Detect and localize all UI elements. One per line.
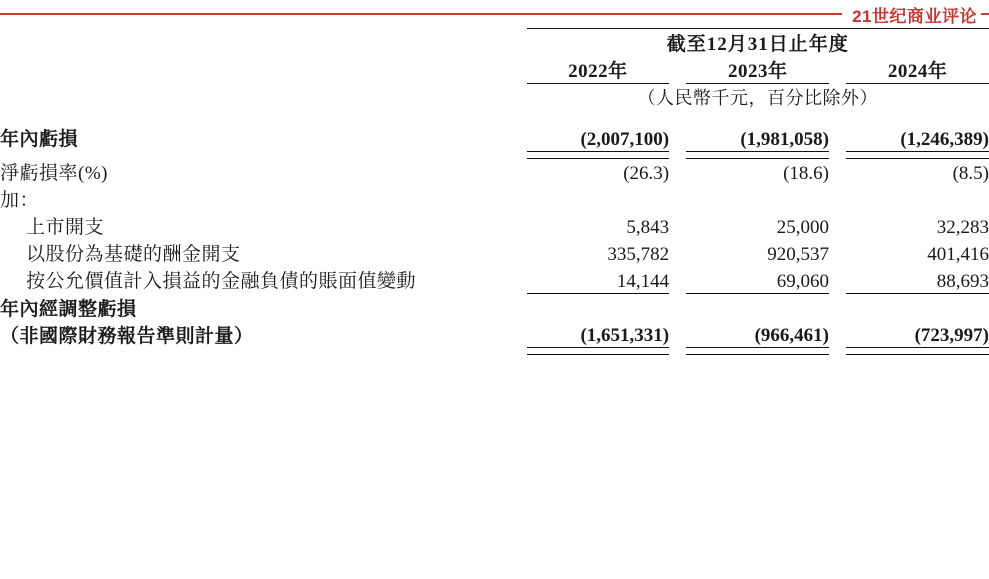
empty-cell — [527, 294, 670, 321]
cell-fvtpl-change-2023: 69,060 — [776, 270, 830, 292]
spacer-row — [0, 110, 989, 124]
empty-cell — [846, 294, 989, 321]
cell-fvtpl-change-2022: 14,144 — [616, 270, 670, 292]
empty-cell — [669, 56, 686, 84]
unit-note-label: （人民幣千元，百分比除外） — [637, 88, 879, 108]
total-double-rule-2023 — [686, 348, 829, 355]
cell-loss-for-year-2022: (2,007,100) — [580, 128, 670, 150]
double-rule-row — [0, 151, 989, 158]
year-header-2023: 2023年 — [686, 56, 829, 84]
cell-listing-expenses-2023: 25,000 — [776, 217, 830, 238]
cell-share-based-comp-2024: 401,416 — [927, 244, 989, 265]
empty-cell — [829, 185, 846, 212]
row-label-share-based-comp: 以股份為基礎的酬金開支 — [26, 244, 241, 265]
empty-cell — [829, 124, 846, 151]
empty-cell — [669, 239, 686, 266]
financial-table-container — [0, 28, 989, 355]
double-rule-2022 — [527, 151, 670, 158]
empty-cell — [829, 151, 846, 158]
cell-adjusted-loss-2022: (1,651,331) — [580, 325, 670, 346]
table-row — [0, 124, 989, 151]
empty-cell — [669, 294, 686, 321]
empty-cell — [669, 185, 686, 212]
empty-cell — [829, 239, 846, 266]
cell-share-based-comp-2022: 335,782 — [607, 244, 670, 265]
brand-logo: 21世纪商业评论 — [842, 2, 981, 27]
empty-cell — [686, 294, 829, 321]
empty-cell — [669, 151, 686, 158]
cell-add-2023 — [686, 185, 829, 212]
cell-add-2022 — [527, 185, 670, 212]
table-year-header-row — [0, 56, 989, 84]
row-label-add: 加： — [0, 190, 40, 211]
row-label-adjusted-loss-line2: （非國際財務報告準則計量） — [0, 325, 254, 347]
double-rule-row — [0, 348, 989, 355]
empty-cell — [829, 212, 846, 239]
adjusted-loss-table — [0, 28, 989, 355]
empty-cell — [829, 56, 846, 84]
table-row — [0, 212, 989, 239]
cell-listing-expenses-2024: 32,283 — [936, 217, 989, 238]
cell-net-loss-margin-2022: (26.3) — [623, 163, 670, 184]
empty-cell — [669, 321, 686, 348]
year-header-2022: 2022年 — [527, 56, 670, 84]
empty-cell — [829, 158, 846, 185]
cell-adjusted-loss-2024: (723,997) — [914, 325, 989, 346]
empty-cell — [669, 266, 686, 293]
table-period-header-row — [0, 29, 989, 57]
total-double-rule-2022 — [527, 348, 670, 355]
cell-net-loss-margin-2023: (18.6) — [783, 163, 830, 184]
table-row — [0, 185, 989, 212]
empty-cell — [669, 348, 686, 355]
empty-cell — [0, 29, 527, 57]
table-row — [0, 239, 989, 266]
empty-cell — [669, 158, 686, 185]
cell-net-loss-margin-2024: (8.5) — [952, 163, 989, 184]
empty-cell — [0, 56, 527, 84]
period-header-label: 截至12月31日止年度 — [527, 29, 989, 57]
brand-accent-rule — [0, 13, 989, 15]
brand-header — [0, 0, 989, 28]
empty-cell — [829, 266, 846, 293]
cell-loss-for-year-2023: (1,981,058) — [740, 128, 830, 150]
double-rule-2023 — [686, 151, 829, 158]
empty-cell — [669, 212, 686, 239]
row-label-net-loss-margin: 淨虧損率(%) — [0, 163, 108, 184]
row-label-listing-expenses: 上市開支 — [26, 217, 105, 238]
empty-cell — [669, 124, 686, 151]
empty-cell — [0, 151, 527, 158]
row-label-fvtpl-change: 按公允價值計入損益的金融負債的賬面值變動 — [26, 271, 417, 292]
empty-cell — [0, 348, 527, 355]
row-label-loss-for-year: 年內虧損 — [0, 129, 79, 150]
empty-cell — [829, 348, 846, 355]
spacer-cell — [0, 110, 989, 124]
row-label-adjusted-loss-line1: 年內經調整虧損 — [0, 298, 137, 320]
total-double-rule-2024 — [846, 348, 989, 355]
empty-cell — [829, 321, 846, 348]
total-label-row-1 — [0, 294, 989, 321]
cell-share-based-comp-2023: 920,537 — [767, 244, 830, 265]
cell-adjusted-loss-2023: (966,461) — [754, 325, 830, 346]
total-row — [0, 321, 989, 348]
cell-listing-expenses-2022: 5,843 — [626, 217, 670, 238]
cell-loss-for-year-2024: (1,246,389) — [900, 128, 989, 150]
cell-add-2024 — [846, 185, 989, 212]
empty-cell — [0, 84, 527, 111]
empty-cell — [829, 294, 846, 321]
double-rule-2024 — [846, 151, 989, 158]
table-unit-note-row — [0, 84, 989, 111]
table-row — [0, 266, 989, 293]
cell-fvtpl-change-2024: 88,693 — [936, 270, 989, 292]
year-header-2024: 2024年 — [846, 56, 989, 84]
table-row — [0, 158, 989, 185]
